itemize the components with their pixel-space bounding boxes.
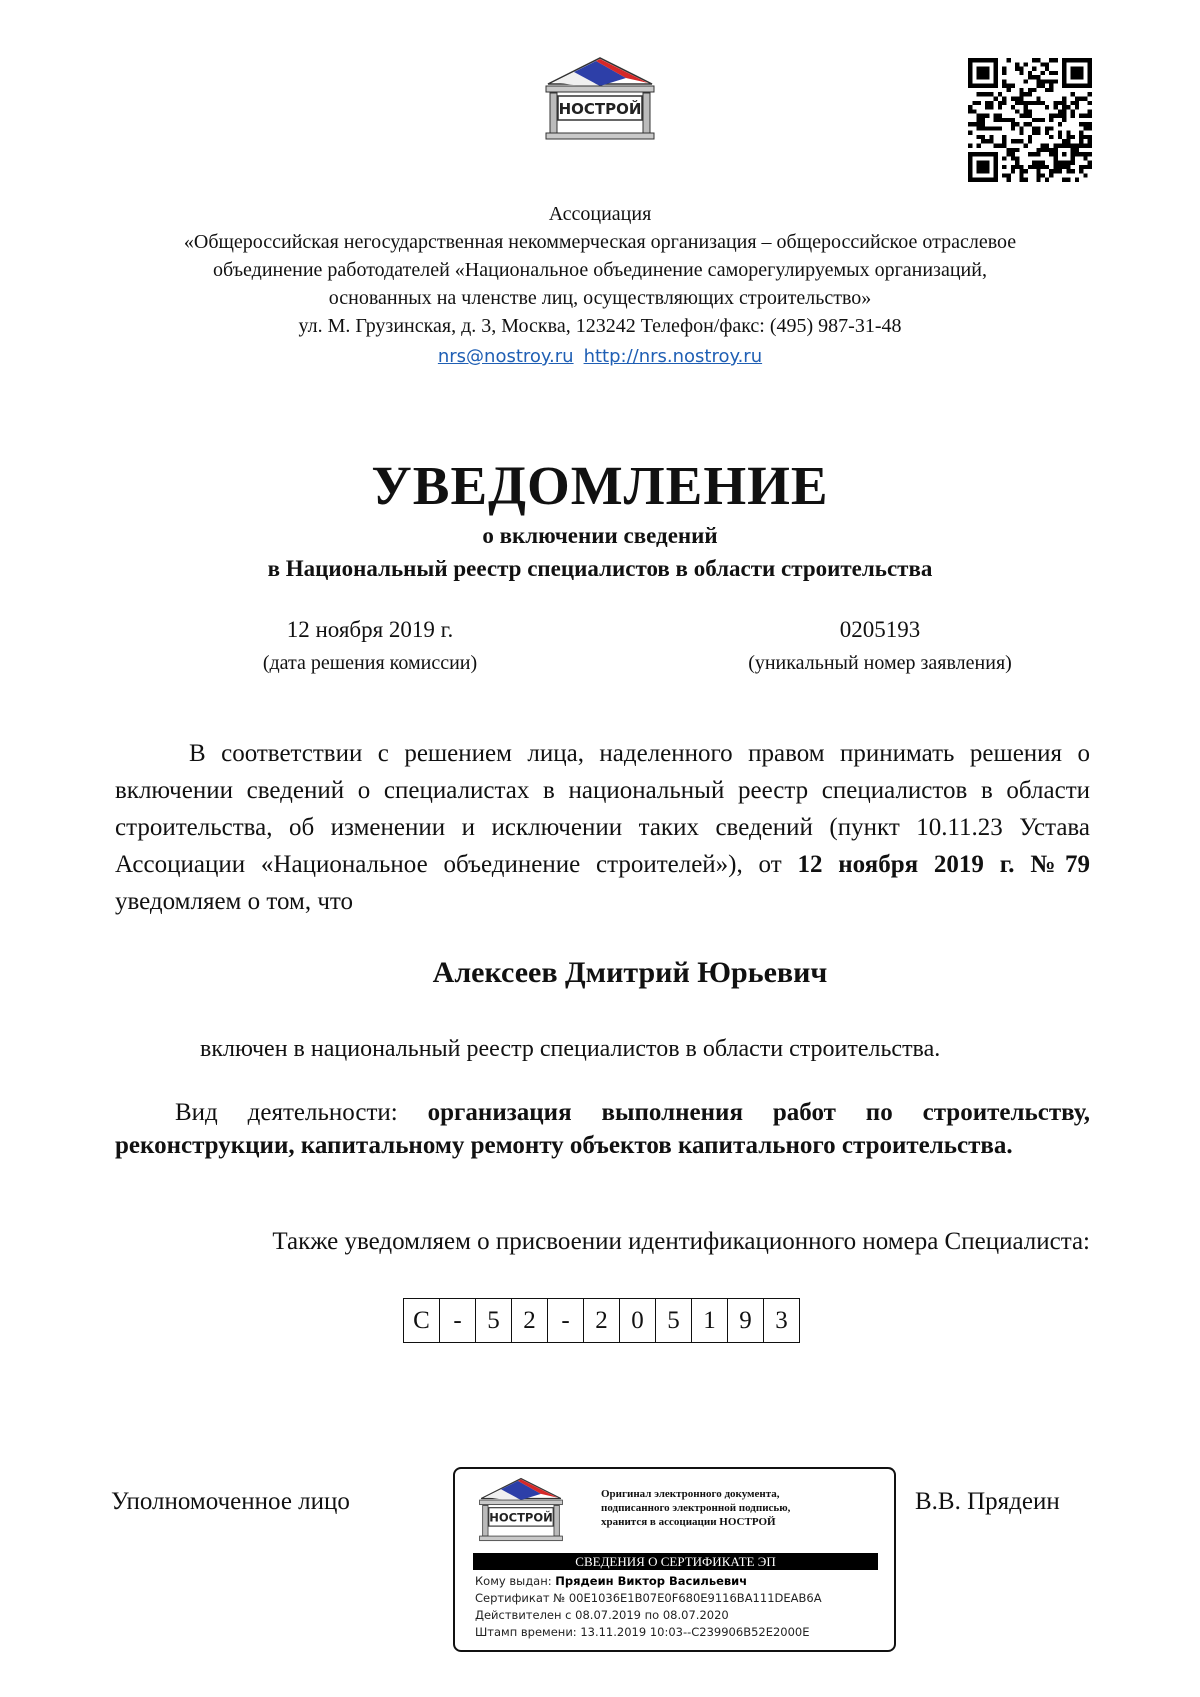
id-char: 1: [692, 1299, 728, 1343]
nostroy-logo: [540, 56, 660, 142]
certificate-number-row: Сертификат № 00E1036E1B07E0F680E9116BA111DEAB6A: [475, 1591, 822, 1605]
stamp-note-line: хранится в ассоциации НОСТРОЙ: [601, 1516, 776, 1528]
application-number: 0205193: [839, 617, 921, 642]
activity-paragraph: [115, 1096, 1090, 1162]
subtitle-line-1: о включении сведений: [482, 523, 718, 548]
stamp-note-line: Оригинал электронного документа,: [601, 1488, 780, 1500]
id-char: -: [548, 1299, 584, 1343]
association-line: объединение работодателей «Национальное объединение саморегулируемых организаций,: [213, 259, 987, 281]
id-char: С: [404, 1299, 440, 1343]
certificate-owner-row: [475, 1573, 885, 1590]
id-char: -: [440, 1299, 476, 1343]
body-text-after: уведомляем о том, что: [115, 888, 353, 915]
logo-text: НОСТРОЙ: [558, 100, 642, 118]
id-char: 5: [656, 1299, 692, 1343]
website-link[interactable]: http://nrs.nostroy.ru: [583, 346, 763, 367]
id-char: 2: [584, 1299, 620, 1343]
id-char: 5: [476, 1299, 512, 1343]
signer-name: В.В. Прядеин: [915, 1488, 1060, 1515]
id-notice-text: Также уведомляем о присвоении идентификационного номера Специалиста:: [272, 1228, 1090, 1255]
certificate-validity-row: Действителен с 08.07.2019 по 08.07.2020: [475, 1608, 729, 1622]
document-title: УВЕДОМЛЕНИЕ: [371, 455, 829, 516]
qr-code: [968, 58, 1092, 182]
stamp-logo: [475, 1477, 567, 1543]
specialist-id-box: [403, 1298, 800, 1343]
authorized-person-label: Уполномоченное лицо: [111, 1488, 350, 1515]
included-text: включен в национальный реестр специалистов в области строительства.: [200, 1036, 941, 1062]
e-signature-stamp: [453, 1467, 896, 1652]
application-number-caption: (уникальный номер заявления): [748, 652, 1012, 674]
association-header: [0, 200, 1200, 371]
decision-date-caption: (дата решения комиссии): [262, 652, 478, 674]
id-char: 3: [764, 1299, 800, 1343]
body-text-before: В соответствии с решением лица, наделенного правом принимать решения о включении сведений о специалистах в национальный реестр специалистов в области строительства, об изменении и исключении таких сведений (пункт 10.11.23 Устава Ассоциации «Национальное объединение строителей»), от: [115, 740, 1090, 878]
certificate-details: [475, 1573, 885, 1641]
stamp-original-note: [601, 1487, 881, 1529]
activity-label: Вид деятельности:: [175, 1099, 428, 1126]
issued-to-label: Кому выдан:: [475, 1574, 556, 1588]
id-char: 2: [512, 1299, 548, 1343]
id-char: 0: [620, 1299, 656, 1343]
certificate-timestamp-row: Штамп времени: 13.11.2019 10:03--C239906B52E2000E: [475, 1625, 810, 1639]
stamp-logo-text: НОСТРОЙ: [489, 1510, 553, 1525]
stamp-note-line: подписанного электронной подписью,: [601, 1502, 791, 1514]
document-subtitle: [0, 519, 1200, 585]
body-decision-ref: 12 ноября 2019 г. №79: [797, 851, 1090, 878]
association-line: «Общероссийская негосударственная некоммерческая организация – общероссийское отраслевое: [183, 231, 1017, 253]
subtitle-line-2: в Национальный реестр специалистов в области строительства: [267, 556, 933, 581]
email-link[interactable]: nrs@nostroy.ru: [437, 346, 574, 367]
association-line: основанных на членстве лиц, осуществляющих строительство»: [328, 287, 872, 309]
certificate-info-bar: СВЕДЕНИЯ О СЕРТИФИКАТЕ ЭП: [473, 1553, 878, 1570]
activity-value: организация выполнения работ по строительству, реконструкции, капитальному ремонту объектов капитального строительства.: [115, 1099, 1090, 1159]
association-line: Ассоциация: [548, 203, 652, 225]
id-char: 9: [728, 1299, 764, 1343]
specialist-name: Алексеев Дмитрий Юрьевич: [432, 956, 828, 989]
body-paragraph: [115, 735, 1090, 920]
issued-to-name: Прядеин Виктор Васильевич: [555, 1574, 748, 1588]
decision-date: 12 ноября 2019 г.: [286, 617, 454, 642]
address-line: ул. М. Грузинская, д. 3, Москва, 123242 Телефон/факс: (495) 987-31-48: [298, 315, 902, 337]
